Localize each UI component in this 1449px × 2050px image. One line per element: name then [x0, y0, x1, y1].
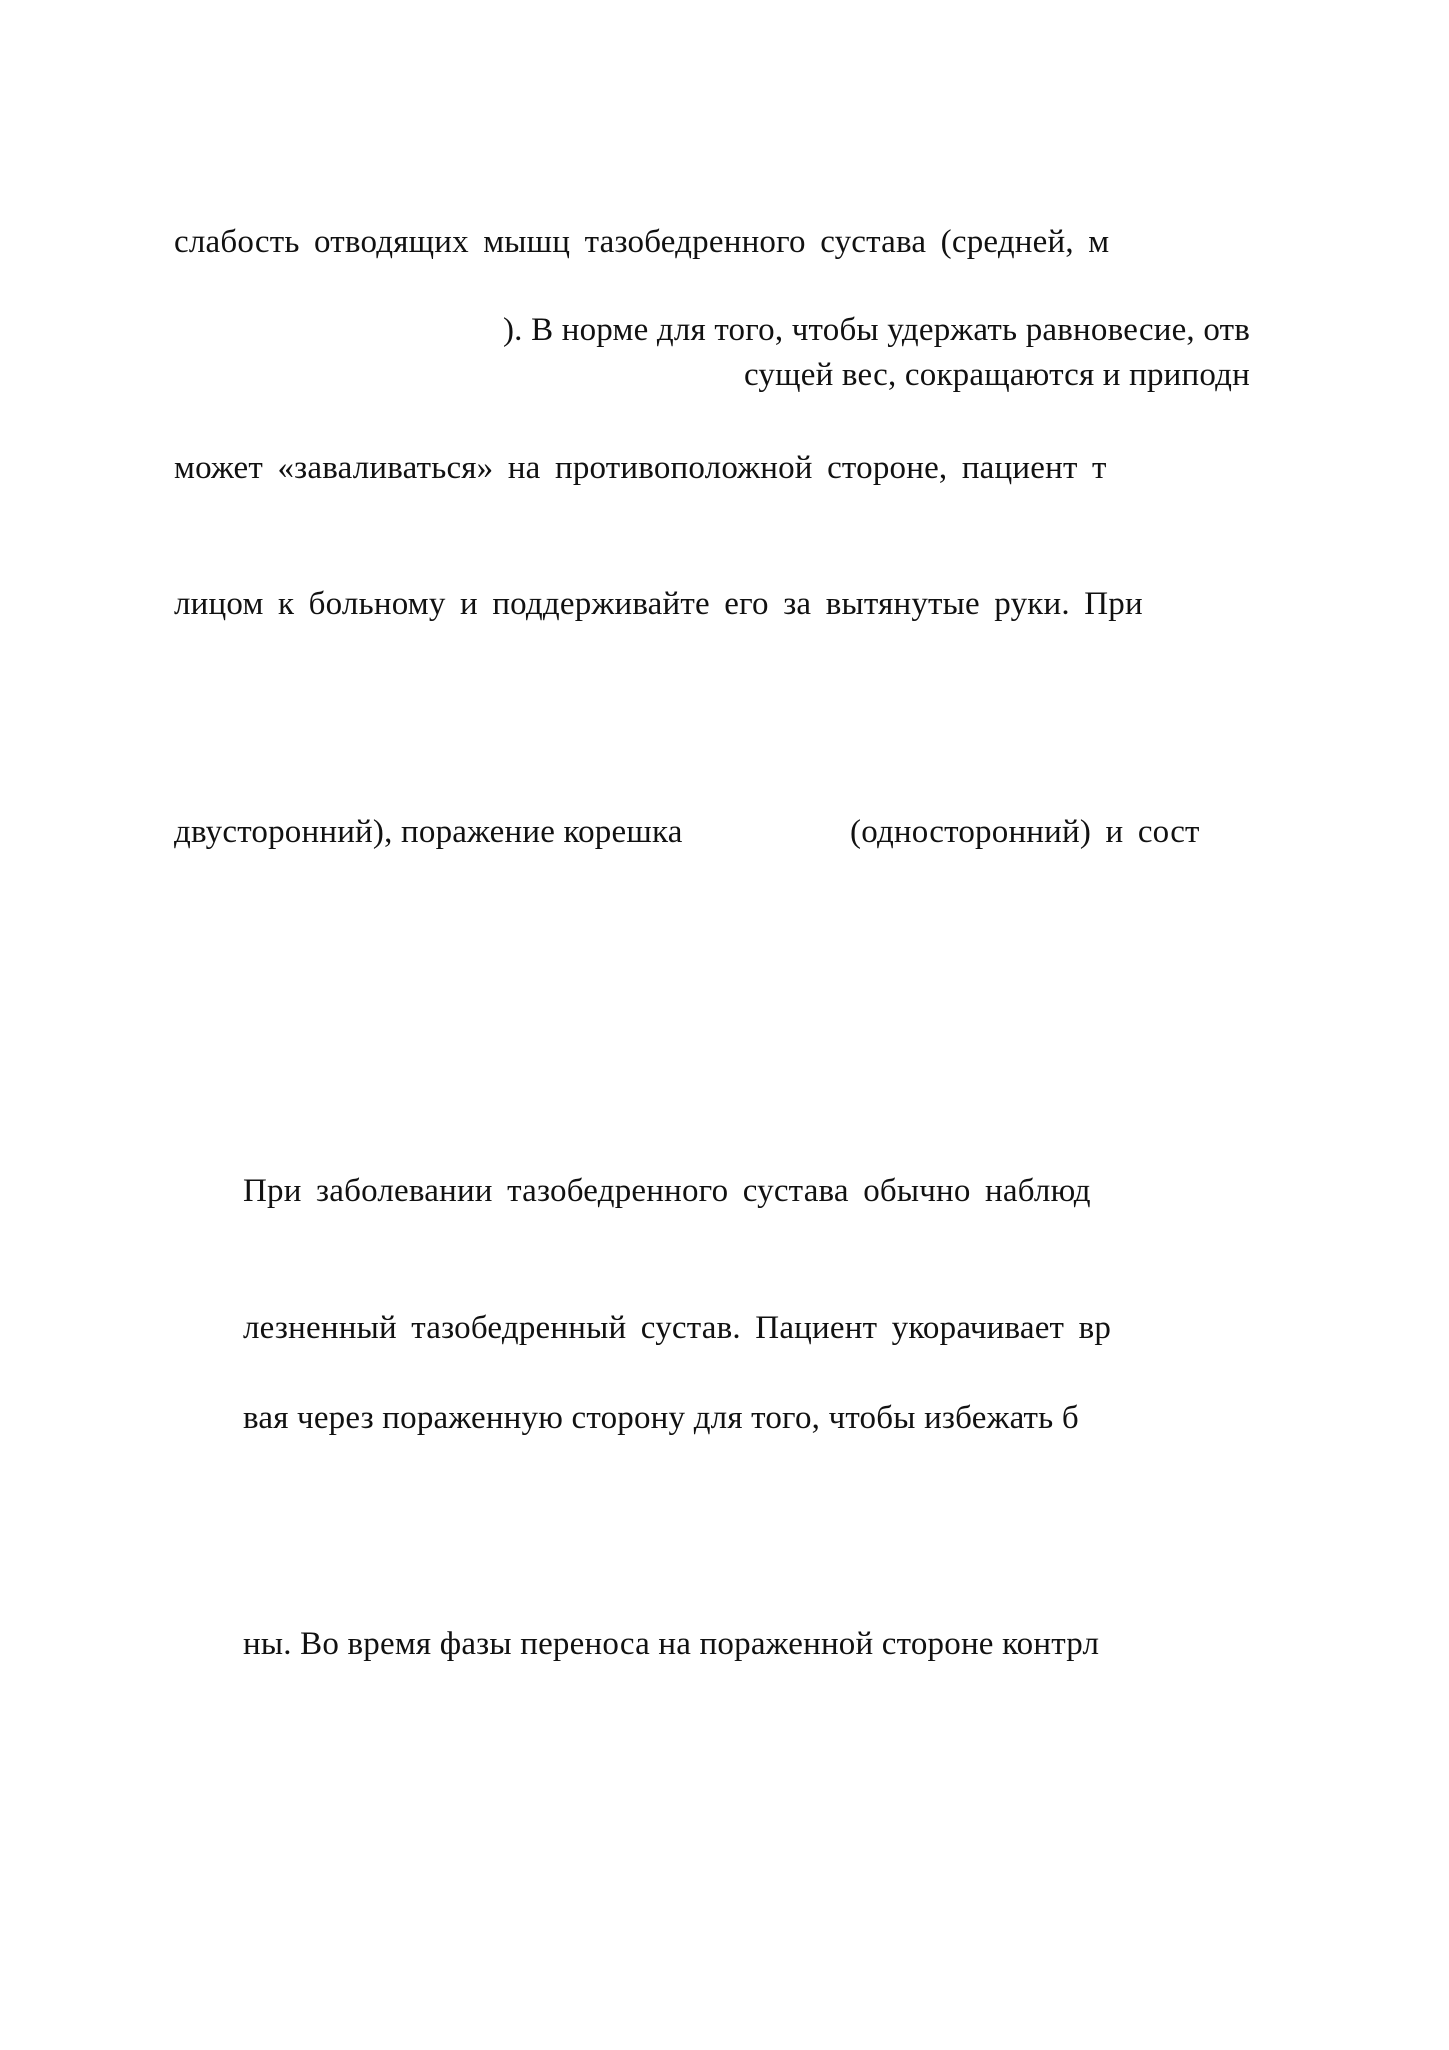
- text-line-6-part-2: (односторонний) и сост: [850, 814, 1200, 850]
- text-line-6-part-1: двусторонний), поражение корешка: [174, 814, 683, 850]
- text-line-3: сущей вес, сокращаются и приподн: [744, 357, 1250, 393]
- paragraph-line-1: При заболевании тазобедренного сустава обычно наблюд: [243, 1173, 1091, 1209]
- text-line-5: лицом к больному и поддерживайте его за вытянутые руки. При: [174, 586, 1143, 622]
- paragraph-line-3: вая через пораженную сторону для того, чтобы избежать б: [243, 1400, 1079, 1436]
- paragraph-line-4: ны. Во время фазы переноса на пораженной стороне контрл: [243, 1626, 1100, 1662]
- text-line-1: слабость отводящих мышц тазобедренного сустава (средней, м: [174, 224, 1110, 260]
- text-line-2: ). В норме для того, чтобы удержать равновесие, отв: [502, 312, 1250, 348]
- text-line-4: может «заваливаться» на противоположной стороне, пациент т: [174, 450, 1107, 486]
- paragraph-line-2: лезненный тазобедренный сустав. Пациент укорачивает вр: [243, 1310, 1112, 1346]
